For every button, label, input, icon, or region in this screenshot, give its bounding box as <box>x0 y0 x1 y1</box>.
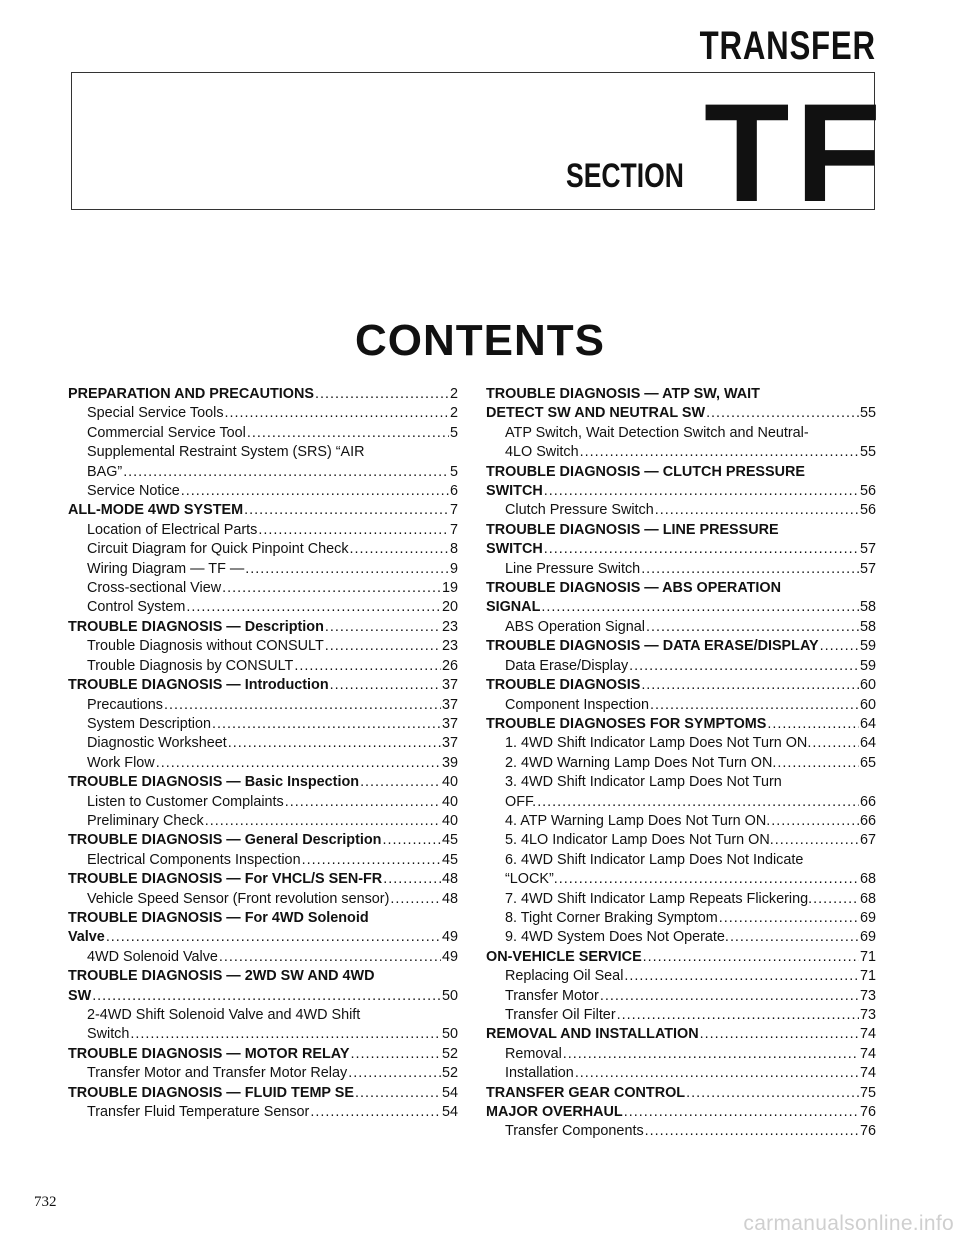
toc-entry <box>68 385 458 404</box>
toc-entry-page: 37 <box>441 735 458 752</box>
dot-leader <box>646 618 859 637</box>
dot-leader <box>719 909 859 928</box>
dot-leader <box>624 1103 859 1122</box>
toc-entry-page: 20 <box>441 599 458 616</box>
toc-entry <box>486 909 876 928</box>
toc-entry-page: 76 <box>859 1123 876 1140</box>
toc-entry-label: Replacing Oil Seal <box>505 968 624 985</box>
toc-entry-page: 57 <box>859 541 876 558</box>
toc-entry-page: 23 <box>441 638 458 655</box>
section-label: SECTION <box>566 157 684 195</box>
toc-entry-page: 68 <box>859 871 876 888</box>
dot-leader <box>775 831 859 850</box>
toc-right-column <box>486 385 876 1142</box>
toc-entry <box>68 637 458 656</box>
toc-entry-label: Listen to Customer Complaints <box>87 793 284 810</box>
toc-entry-wrapped-line: TROUBLE DIAGNOSIS — For 4WD Solenoid <box>68 909 369 926</box>
dot-leader <box>617 1006 859 1025</box>
toc-entry-wrapped-line: 3. 4WD Shift Indicator Lamp Does Not Turn <box>505 774 782 791</box>
toc-entry-label: Switch <box>87 1026 130 1043</box>
toc-entry <box>68 404 458 423</box>
toc-entry-page: 5 <box>449 424 458 441</box>
toc-entry-label: Commercial Service Tool <box>87 424 246 441</box>
toc-entry <box>68 793 458 812</box>
dot-leader <box>228 734 441 753</box>
toc-entry <box>68 521 458 540</box>
toc-entry-label: TRANSFER GEAR CONTROL <box>486 1084 686 1101</box>
toc-entry-page: 57 <box>859 560 876 577</box>
watermark: carmanualsonline.info <box>743 1212 954 1235</box>
toc-entry-label: TROUBLE DIAGNOSIS — Basic Inspection <box>68 774 360 791</box>
toc-entry-page: 56 <box>859 483 876 500</box>
toc-entry-page: 74 <box>859 1045 876 1062</box>
toc-entry <box>68 1103 458 1122</box>
toc-entry <box>68 598 458 617</box>
dot-leader <box>813 890 859 909</box>
toc-entry-page: 49 <box>441 948 458 965</box>
toc-entry-label: Vehicle Speed Sensor (Front revolution sensor) <box>87 890 390 907</box>
toc-entry-page: 9 <box>449 560 458 577</box>
dot-leader <box>164 696 441 715</box>
toc-entry-label: TROUBLE DIAGNOSIS — General Description <box>68 832 382 849</box>
dot-leader <box>310 1103 441 1122</box>
toc-entry-label: 4WD Solenoid Valve <box>87 948 218 965</box>
dot-leader <box>580 443 859 462</box>
toc-entry-label: OFF. <box>505 793 537 810</box>
dot-leader <box>92 987 441 1006</box>
toc-entry-label: Location of Electrical Parts <box>87 521 258 538</box>
toc-entry-page: 71 <box>859 948 876 965</box>
dot-leader <box>245 560 449 579</box>
page-number: 732 <box>34 1194 57 1210</box>
toc-entry <box>486 851 876 890</box>
toc-entry-page: 74 <box>859 1065 876 1082</box>
dot-leader <box>820 637 859 656</box>
toc-entry <box>68 501 458 520</box>
toc-entry-page: 52 <box>441 1045 458 1062</box>
toc-entry-page: 67 <box>859 832 876 849</box>
dot-leader <box>655 501 859 520</box>
dot-leader <box>544 482 859 501</box>
toc-entry <box>68 1084 458 1103</box>
toc-entry-page: 76 <box>859 1104 876 1121</box>
toc-entry <box>68 967 458 1006</box>
toc-entry-page: 66 <box>859 812 876 829</box>
toc-entry <box>68 754 458 773</box>
dot-leader <box>624 967 859 986</box>
toc-entry-label: Valve <box>68 929 105 946</box>
toc-entry <box>68 773 458 792</box>
dot-leader <box>767 715 859 734</box>
toc-entry-page: 49 <box>441 929 458 946</box>
toc-entry-page: 68 <box>859 890 876 907</box>
toc-entry <box>486 1064 876 1083</box>
toc-entry-label: “LOCK”. <box>505 871 558 888</box>
toc-entry-page: 58 <box>859 618 876 635</box>
toc-entry-page: 26 <box>441 657 458 674</box>
toc-entry <box>486 618 876 637</box>
toc-entry-label: REMOVAL AND INSTALLATION <box>486 1026 699 1043</box>
toc-entry <box>486 1025 876 1044</box>
toc-entry-label: 8. Tight Corner Braking Symptom <box>505 909 718 926</box>
toc-entry-label: 1. 4WD Shift Indicator Lamp Does Not Turn ON. <box>505 735 812 752</box>
toc-entry-label: Special Service Tools <box>87 405 224 422</box>
toc-entry-label: Trouble Diagnosis without CONSULT <box>87 638 324 655</box>
toc-entry-page: 5 <box>449 463 458 480</box>
dot-leader <box>350 1045 441 1064</box>
toc-entry-page: 45 <box>441 832 458 849</box>
toc-entry <box>486 385 876 424</box>
toc-entry-label: Control System <box>87 599 186 616</box>
dot-leader <box>537 793 859 812</box>
toc-entry <box>68 909 458 948</box>
toc-entry-page: 54 <box>441 1084 458 1101</box>
dot-leader <box>285 793 441 812</box>
toc-entry-label: Transfer Motor <box>505 987 599 1004</box>
toc-entry <box>486 676 876 695</box>
toc-entry-label: 4LO Switch <box>505 444 579 461</box>
dot-leader <box>348 1064 441 1083</box>
toc-entry <box>68 540 458 559</box>
toc-entry-label: Clutch Pressure Switch <box>505 502 654 519</box>
toc-entry <box>486 521 876 560</box>
toc-entry-page: 59 <box>859 638 876 655</box>
dot-leader <box>730 928 859 947</box>
dot-leader <box>650 696 859 715</box>
dot-leader <box>130 1025 441 1044</box>
dot-leader <box>106 928 441 947</box>
toc-entry-label: Cross-sectional View <box>87 580 222 597</box>
toc-entry-page: 39 <box>441 754 458 771</box>
dot-leader <box>600 987 859 1006</box>
toc-entry <box>486 579 876 618</box>
dot-leader <box>360 773 441 792</box>
toc-entry-page: 48 <box>441 871 458 888</box>
dot-leader <box>205 812 441 831</box>
toc-entry-label: ON-VEHICLE SERVICE <box>486 948 642 965</box>
toc-entry-page: 60 <box>859 696 876 713</box>
dot-leader <box>315 385 449 404</box>
toc-entry-label: ABS Operation Signal <box>505 618 645 635</box>
dot-leader <box>544 540 859 559</box>
toc-entry-label: Transfer Fluid Temperature Sensor <box>87 1104 310 1121</box>
toc-entry-page: 64 <box>859 735 876 752</box>
dot-leader <box>325 637 441 656</box>
toc-entry-page: 48 <box>441 890 458 907</box>
toc-entry-label: Component Inspection <box>505 696 649 713</box>
toc-entry <box>68 482 458 501</box>
dot-leader <box>641 676 859 695</box>
toc-entry-page: 40 <box>441 774 458 791</box>
toc-entry-label: SIGNAL <box>486 599 541 616</box>
toc-entry <box>486 1122 876 1141</box>
toc-entry <box>68 560 458 579</box>
dot-leader <box>541 598 859 617</box>
dot-leader <box>643 948 859 967</box>
toc-entry <box>68 657 458 676</box>
toc-entry <box>486 657 876 676</box>
toc-entry-page: 2 <box>449 405 458 422</box>
toc-entry-page: 50 <box>441 987 458 1004</box>
toc-entry-page: 55 <box>859 444 876 461</box>
toc-entry-page: 7 <box>449 502 458 519</box>
dot-leader <box>390 890 441 909</box>
toc-entry-page: 59 <box>859 657 876 674</box>
dot-leader <box>294 657 441 676</box>
dot-leader <box>350 540 449 559</box>
dot-leader <box>219 948 441 967</box>
toc-entry <box>68 948 458 967</box>
toc-entry-wrapped-line: 6. 4WD Shift Indicator Lamp Does Not Indicate <box>505 851 804 868</box>
dot-leader <box>156 754 441 773</box>
toc-entry <box>486 773 876 812</box>
toc-entry <box>68 851 458 870</box>
section-box <box>71 72 888 231</box>
toc-entry-label: Electrical Components Inspection <box>87 851 301 868</box>
dot-leader <box>330 676 441 695</box>
section-code: TF <box>704 74 888 231</box>
toc-entry-label: 9. 4WD System Does Not Operate. <box>505 929 729 946</box>
toc-entry-label: Trouble Diagnosis by CONSULT <box>87 657 294 674</box>
toc-entry-label: Removal <box>505 1045 562 1062</box>
dot-leader <box>302 851 441 870</box>
toc-entry-wrapped-line: TROUBLE DIAGNOSIS — LINE PRESSURE <box>486 521 779 538</box>
toc-entry <box>486 715 876 734</box>
toc-entry-page: 6 <box>449 483 458 500</box>
toc-entry <box>486 501 876 520</box>
toc-entry <box>68 1045 458 1064</box>
page-title: TRANSFER <box>699 24 876 68</box>
toc-entry-page: 23 <box>441 618 458 635</box>
toc-entry-page: 60 <box>859 677 876 694</box>
toc-entry-page: 69 <box>859 909 876 926</box>
dot-leader <box>706 404 859 423</box>
toc-entry <box>486 560 876 579</box>
toc-entry-page: 64 <box>859 715 876 732</box>
dot-leader <box>123 463 449 482</box>
toc-entry-label: ALL-MODE 4WD SYSTEM <box>68 502 244 519</box>
dot-leader <box>383 870 441 889</box>
toc-entry-page: 75 <box>859 1084 876 1101</box>
toc-entry <box>486 890 876 909</box>
toc-entry <box>68 831 458 850</box>
dot-leader <box>812 734 859 753</box>
toc-entry-label: Transfer Motor and Transfer Motor Relay <box>87 1065 348 1082</box>
toc-entry-page: 2 <box>449 386 458 402</box>
toc-entry-label: 7. 4WD Shift Indicator Lamp Repeats Flickering. <box>505 890 813 907</box>
dot-leader <box>563 1045 859 1064</box>
toc-entry <box>486 424 876 463</box>
toc-entry <box>486 812 876 831</box>
toc-entry-page: 74 <box>859 1026 876 1043</box>
toc-entry-label: Precautions <box>87 696 163 713</box>
dot-leader <box>700 1025 859 1044</box>
toc-entry-label: Preliminary Check <box>87 812 204 829</box>
toc-entry <box>68 870 458 889</box>
toc-entry <box>68 1064 458 1083</box>
toc-entry-label: TROUBLE DIAGNOSIS — MOTOR RELAY <box>68 1045 350 1062</box>
toc-entry-page: 55 <box>859 405 876 422</box>
toc-entry <box>68 1006 458 1045</box>
toc-entry-label: TROUBLE DIAGNOSIS — DATA ERASE/DISPLAY <box>486 638 819 655</box>
contents-title: CONTENTS <box>355 316 605 365</box>
dot-leader <box>382 831 441 850</box>
toc-entry-label: Installation <box>505 1065 574 1082</box>
toc-entry-page: 37 <box>441 677 458 694</box>
toc-entry-page: 7 <box>449 521 458 538</box>
toc-entry <box>68 715 458 734</box>
toc-entry <box>486 637 876 656</box>
toc-entry-wrapped-line: ATP Switch, Wait Detection Switch and Neutral- <box>505 424 809 441</box>
dot-leader <box>777 754 859 773</box>
toc-entry-label: TROUBLE DIAGNOSIS <box>486 677 641 694</box>
toc-entry-page: 40 <box>441 793 458 810</box>
dot-leader <box>641 560 859 579</box>
toc-entry-label: TROUBLE DIAGNOSES FOR SYMPTOMS <box>486 715 767 732</box>
toc-entry-label: Line Pressure Switch <box>505 560 641 577</box>
toc-entry-label: MAJOR OVERHAUL <box>486 1104 623 1121</box>
toc-entry <box>486 1084 876 1103</box>
toc-entry <box>68 676 458 695</box>
toc-entry-label: BAG” <box>87 463 123 480</box>
toc-entry-label: SW <box>68 987 92 1004</box>
toc-entry <box>486 928 876 947</box>
toc-entry <box>486 1103 876 1122</box>
dot-leader <box>247 424 449 443</box>
toc-entry <box>486 987 876 1006</box>
toc-entry-wrapped-line: TROUBLE DIAGNOSIS — ABS OPERATION <box>486 580 782 597</box>
toc-entry-label: 2. 4WD Warning Lamp Does Not Turn ON. <box>505 754 777 771</box>
toc-entry <box>68 696 458 715</box>
toc-entry-page: 37 <box>441 715 458 732</box>
toc-entry-label: Transfer Components <box>505 1123 644 1140</box>
toc-entry-page: 73 <box>859 1007 876 1023</box>
dot-leader <box>575 1064 859 1083</box>
dot-leader <box>771 812 859 831</box>
toc-entry <box>486 1045 876 1064</box>
toc-entry-page: 56 <box>859 502 876 519</box>
toc-entry-label: PREPARATION AND PRECAUTIONS <box>68 386 314 402</box>
dot-leader <box>181 482 449 501</box>
dot-leader <box>645 1122 859 1141</box>
toc-entry-wrapped-line: TROUBLE DIAGNOSIS — 2WD SW AND 4WD <box>68 968 375 985</box>
dot-leader <box>186 598 441 617</box>
toc-entry-page: 58 <box>859 599 876 616</box>
toc-entry-page: 71 <box>859 968 876 985</box>
toc-entry-label: Transfer Oil Filter <box>505 1007 616 1023</box>
toc-entry-label: Data Erase/Display <box>505 657 629 674</box>
toc-entry <box>486 948 876 967</box>
toc-entry <box>68 579 458 598</box>
toc-entry-label: TROUBLE DIAGNOSIS — Introduction <box>68 677 329 694</box>
dot-leader <box>244 501 449 520</box>
toc-entry-page: 37 <box>441 696 458 713</box>
toc-entry-page: 8 <box>449 541 458 558</box>
toc-entry-label: SWITCH <box>486 483 543 500</box>
dot-leader <box>258 521 449 540</box>
toc-entry <box>68 618 458 637</box>
toc-entry-page: 45 <box>441 851 458 868</box>
toc-entry-label: Wiring Diagram — TF — <box>87 560 245 577</box>
toc-entry-wrapped-line: TROUBLE DIAGNOSIS — CLUTCH PRESSURE <box>486 463 806 480</box>
dot-leader <box>559 870 859 889</box>
toc-entry <box>68 734 458 753</box>
toc-entry <box>68 890 458 909</box>
dot-leader <box>629 657 859 676</box>
toc-entry-page: 54 <box>441 1104 458 1121</box>
toc-entry <box>486 831 876 850</box>
toc-entry <box>486 463 876 502</box>
toc-entry-wrapped-line: 2-4WD Shift Solenoid Valve and 4WD Shift <box>87 1007 361 1023</box>
toc-entry-label: TROUBLE DIAGNOSIS — FLUID TEMP SE <box>68 1084 354 1101</box>
toc-left-column <box>68 385 458 1122</box>
toc-entry-wrapped-line: TROUBLE DIAGNOSIS — ATP SW, WAIT <box>486 386 760 402</box>
toc-entry-label: DETECT SW AND NEUTRAL SW <box>486 405 706 422</box>
toc-entry-label: System Description <box>87 715 211 732</box>
toc-entry-page: 66 <box>859 793 876 810</box>
toc-entry-label: Circuit Diagram for Quick Pinpoint Check <box>87 541 349 558</box>
toc-entry <box>486 696 876 715</box>
toc-entry-label: 4. ATP Warning Lamp Does Not Turn ON. <box>505 812 771 829</box>
toc-entry <box>486 1006 876 1025</box>
dot-leader <box>222 579 441 598</box>
toc-entry-page: 65 <box>859 754 876 771</box>
toc-entry-wrapped-line: Supplemental Restraint System (SRS) “AIR <box>87 444 365 461</box>
dot-leader <box>686 1084 859 1103</box>
toc-entry-label: TROUBLE DIAGNOSIS — For VHCL/S SEN-FR <box>68 871 383 888</box>
dot-leader <box>212 715 441 734</box>
toc-entry <box>486 734 876 753</box>
toc-entry <box>68 812 458 831</box>
toc-entry-page: 52 <box>441 1065 458 1082</box>
toc-entry <box>68 443 458 482</box>
toc-entry <box>486 754 876 773</box>
toc-entry-page: 73 <box>859 987 876 1004</box>
toc-entry-page: 50 <box>441 1026 458 1043</box>
toc-entry-label: TROUBLE DIAGNOSIS — Description <box>68 618 324 635</box>
dot-leader <box>325 618 441 637</box>
dot-leader <box>225 404 449 423</box>
toc-entry-label: Work Flow <box>87 754 155 771</box>
dot-leader <box>355 1084 441 1103</box>
toc-entry-label: Diagnostic Worksheet <box>87 735 227 752</box>
toc-entry <box>68 424 458 443</box>
toc-entry-label: 5. 4LO Indicator Lamp Does Not Turn ON. <box>505 832 774 849</box>
toc-entry-page: 69 <box>859 929 876 946</box>
toc-entry <box>486 967 876 986</box>
toc-entry-page: 19 <box>441 580 458 597</box>
toc-entry-label: Service Notice <box>87 483 180 500</box>
toc-entry-label: SWITCH <box>486 541 543 558</box>
toc-entry-page: 40 <box>441 812 458 829</box>
